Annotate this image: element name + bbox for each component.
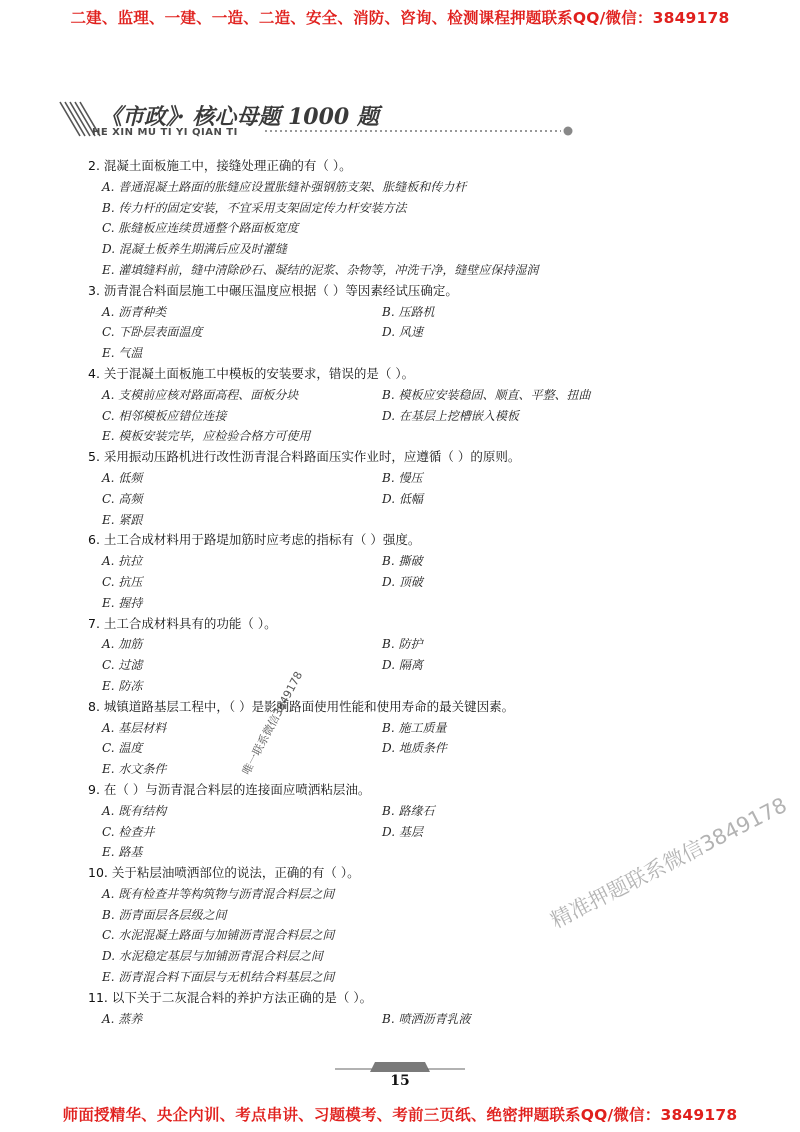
header-dotted-rule (265, 125, 575, 137)
option-b: B. 路缘石 (382, 803, 435, 818)
option-e: E. 沥青混合料下面层与无机结合料基层之间 (102, 970, 335, 985)
question-9 (88, 780, 728, 863)
question-stem: 7. 土工合成材料具有的功能（ ）。 (88, 615, 277, 631)
watermark-small: 唯一联系微信3849178 (239, 669, 306, 778)
question-stem: 8. 城镇道路基层工程中，（ ）是影响路面使用性能和使用寿命的最关键因素。 (88, 698, 515, 714)
option-c: C. 高频 (102, 491, 143, 506)
option-a: A. 支模前应核对路面高程、面板分块 (102, 387, 299, 402)
question-5 (88, 447, 728, 530)
option-e: E. 模板安装完毕，应检验合格方可使用 (102, 429, 311, 444)
option-d: D. 混凝土板养生期满后应及时灌缝 (102, 242, 287, 257)
option-b: B. 模板应安装稳固、顺直、平整、扭曲 (382, 387, 591, 402)
option-b: B. 传力杆的固定安装，不宜采用支架固定传力杆安装方法 (102, 200, 407, 215)
option-c: C. 温度 (102, 741, 143, 756)
option-e: E. 路基 (102, 845, 143, 860)
question-stem: 4. 关于混凝土面板施工中模板的安装要求，错误的是（ ）。 (88, 365, 415, 381)
option-a: A. 抗拉 (102, 554, 143, 569)
option-d: D. 低幅 (382, 491, 423, 506)
option-c: C. 相邻模板应错位连接 (102, 408, 227, 423)
option-b: B. 慢压 (382, 470, 423, 485)
option-a: A. 既有结构 (102, 803, 167, 818)
option-a: A. 沥青种类 (102, 304, 167, 319)
bottom-promo-banner: 师面授精华、央企内训、考点串讲、习题模考、考前三页纸、绝密押题联系QQ/微信：3849178 (62, 1106, 738, 1124)
question-stem: 6. 土工合成材料用于路堤加筋时应考虑的指标有（ ）强度。 (88, 532, 421, 548)
option-c: C. 胀缝板应连续贯通整个路面板宽度 (102, 221, 299, 236)
option-e: E. 气温 (102, 346, 143, 361)
option-e: E. 握持 (102, 595, 143, 610)
option-b: B. 防护 (382, 637, 423, 652)
option-d: D. 隔离 (382, 658, 423, 673)
running-header-subtitle: HE XIN MU TI YI QIAN TI (92, 127, 238, 138)
option-e: E. 水文条件 (102, 762, 167, 777)
question-stem: 11. 以下关于二灰混合料的养护方法正确的是（ ）。 (88, 989, 373, 1005)
top-promo-banner: 二建、监理、一建、一造、二造、安全、消防、咨询、检测课程押题联系QQ/微信：3849178 (70, 9, 730, 27)
option-c: C. 过滤 (102, 658, 143, 673)
option-b: B. 沥青面层各层级之间 (102, 907, 227, 922)
option-d: D. 风速 (382, 325, 423, 340)
question-stem: 9. 在（ ）与沥青混合料层的连接面应喷洒粘层油。 (88, 781, 371, 797)
question-stem: 10. 关于粘层油喷洒部位的说法，正确的有（ ）。 (88, 865, 360, 881)
option-a: A. 蒸养 (102, 1011, 143, 1026)
question-4 (88, 364, 728, 447)
option-d: D. 顶破 (382, 574, 423, 589)
option-c: C. 检查井 (102, 824, 155, 839)
option-a: A. 普通混凝土路面的胀缝应设置胀缝补强钢筋支架、胀缝板和传力杆 (102, 179, 467, 194)
question-stem: 5. 采用振动压路机进行改性沥青混合料路面压实作业时，应遵循（ ）的原则。 (88, 449, 521, 465)
option-e: E. 防冻 (102, 678, 143, 693)
question-3 (88, 281, 728, 364)
option-a: A. 基层材料 (102, 720, 167, 735)
option-a: A. 加筋 (102, 637, 143, 652)
option-b: B. 压路机 (382, 304, 435, 319)
option-a: A. 低频 (102, 470, 143, 485)
page-number-ornament (335, 1060, 465, 1074)
question-stem: 2. 混凝土面板施工中，接缝处理正确的有（ ）。 (88, 158, 352, 173)
option-e: E. 紧跟 (102, 512, 143, 527)
question-list (88, 156, 728, 1029)
option-a: A. 既有检查井等构筑物与沥青混合料层之间 (102, 886, 335, 901)
option-c: C. 水泥混凝土路面与加铺沥青混合料层之间 (102, 928, 335, 943)
option-c: C. 抗压 (102, 574, 143, 589)
option-e: E. 灌填缝料前，缝中清除砂石、凝结的泥浆、杂物等，冲洗干净，缝壁应保持湿润 (102, 262, 539, 277)
option-c: C. 下卧层表面温度 (102, 325, 203, 340)
option-b: B. 喷洒沥青乳液 (382, 1011, 471, 1026)
question-8 (88, 697, 728, 780)
option-d: D. 水泥稳定基层与加铺沥青混合料层之间 (102, 949, 323, 964)
page-number: 15 (390, 1073, 410, 1089)
question-2 (88, 156, 728, 281)
running-header-title: 《市政》· 核心母题 1000 题 (100, 104, 379, 130)
option-d: D. 地质条件 (382, 741, 447, 756)
question-stem: 3. 沥青混合料面层施工中碾压温度应根据（ ）等因素经试压确定。 (88, 282, 458, 298)
question-7 (88, 614, 728, 697)
question-6 (88, 530, 728, 613)
option-d: D. 基层 (382, 824, 423, 839)
option-b: B. 撕破 (382, 554, 423, 569)
option-b: B. 施工质量 (382, 720, 447, 735)
watermark-large: 精准押题联系微信3849178 (546, 792, 791, 933)
question-11 (88, 988, 728, 1030)
option-d: D. 在基层上挖槽嵌入模板 (382, 408, 519, 423)
